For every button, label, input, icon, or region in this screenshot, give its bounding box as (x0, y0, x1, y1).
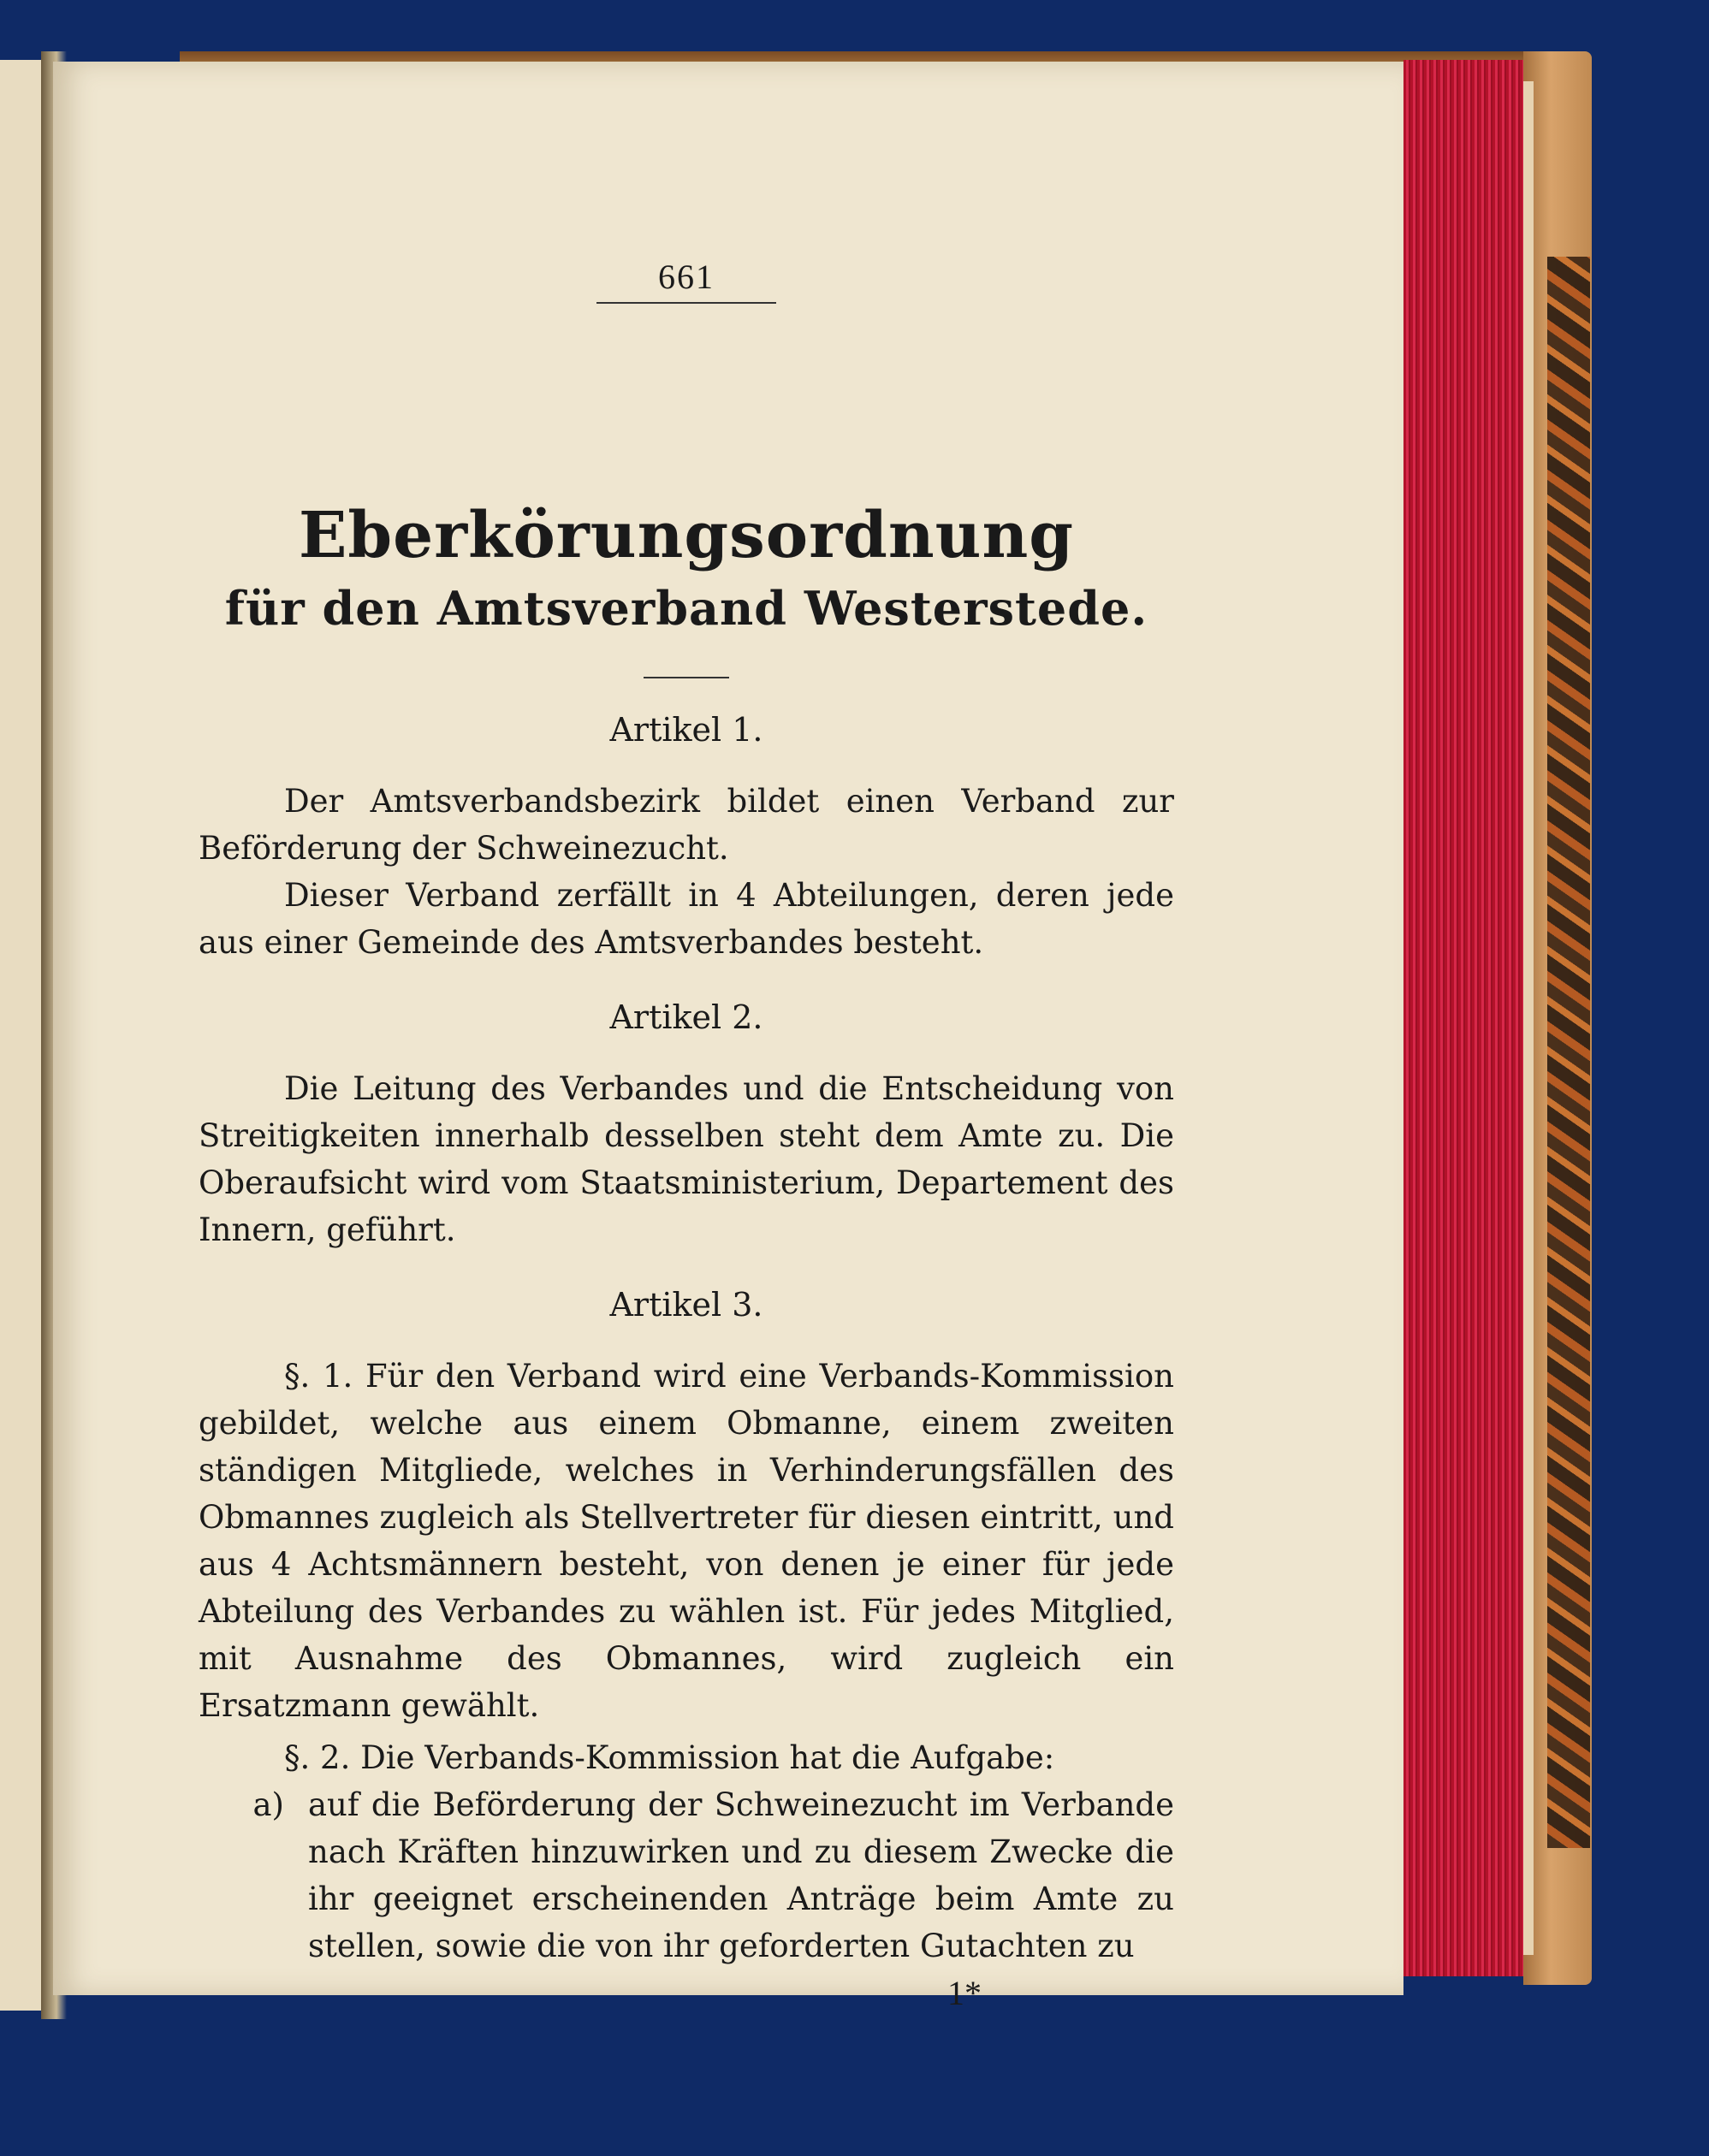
list-item (199, 1781, 1174, 1969)
page-content (199, 190, 1174, 2013)
article-3-paragraph-2: §. 2. Die Verbands-Kommission hat die Aufgabe: (284, 1739, 1055, 1776)
article-2-heading: Artikel 2. (609, 998, 763, 1036)
article-1-heading: Artikel 1. (609, 711, 763, 749)
page-title: Eberkörungsordnung (298, 499, 1075, 572)
title-divider (644, 677, 729, 678)
book-page (53, 62, 1403, 2012)
marbled-cover-pattern (1547, 257, 1590, 1848)
signature-mark: 1* (947, 1974, 982, 2012)
list-item-text: auf die Beförderung der Schweinezucht im Verbande nach Kräften hinzuwirken und zu diesem Zwecke die ihr geeignet erscheinenden Anträge beim Amte zu stellen, sowie die von ihr geforderten Gutachten zu (308, 1786, 1174, 1964)
article-1-paragraph-2: Dieser Verband zerfällt in 4 Abteilungen, deren jede aus einer Gemeinde des Amtsverbandes besteht. (199, 877, 1174, 961)
article-2-paragraph-1: Die Leitung des Verbandes und die Entscheidung von Streitigkeiten innerhalb desselben steht dem Amte zu. Die Oberaufsicht wird vom Staatsministerium, Departement des Innern, geführt. (199, 1070, 1174, 1248)
red-page-edges (1403, 60, 1523, 1976)
page-number: 661 (596, 257, 776, 304)
page-subtitle: für den Amtsverband Westerstede. (224, 581, 1148, 636)
article-1-paragraph-1: Der Amtsverbandsbezirk bildet einen Verband zur Beförderung der Schweinezucht. (199, 783, 1174, 867)
article-3-heading: Artikel 3. (609, 1286, 763, 1324)
article-3-paragraph-1: §. 1. Für den Verband wird eine Verbands-Kommission gebildet, welche aus einem Obmanne, einem zweiten ständigen Mitgliede, welches in Verhinderungsfällen des Obmannes zugleich als Stellvertreter für diesen eintritt, und aus 4 Achtsmännern besteht, von denen je einer für jede Abteilung des Verbandes zu wählen ist. Für jedes Mitglied, mit Ausnahme des Obmannes, wird zugleich ein Ersatzmann gewählt. (199, 1358, 1174, 1724)
page-edge-inner (1523, 81, 1534, 1955)
list-item-label: a) (252, 1786, 284, 1823)
